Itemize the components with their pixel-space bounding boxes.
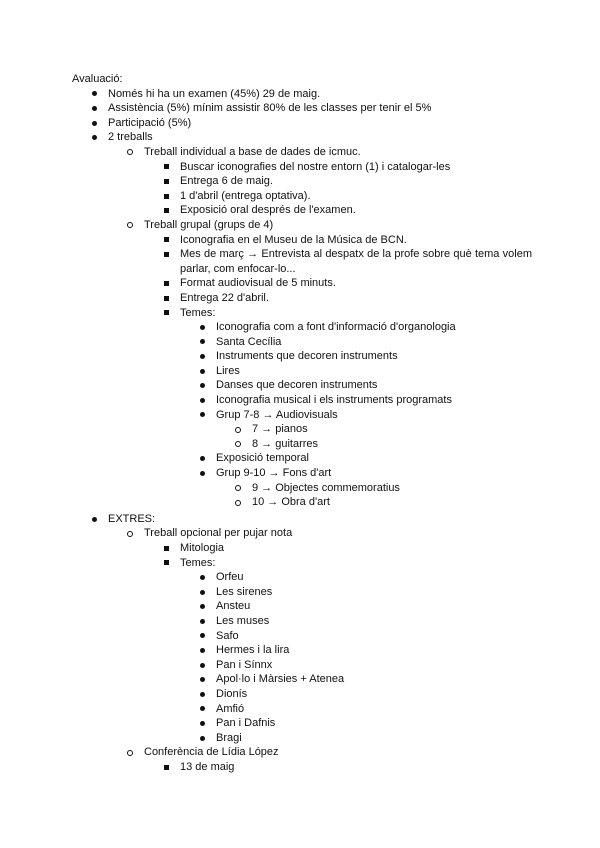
circle-bullet-icon xyxy=(127,149,133,155)
circle-bullet-icon xyxy=(235,427,241,433)
list-item xyxy=(72,658,532,673)
bullet-icon xyxy=(200,398,205,403)
list-item xyxy=(72,87,532,102)
list-item xyxy=(72,687,532,702)
list-item xyxy=(72,451,532,466)
list-item-text: Iconografia com a font d'informació d'organologia xyxy=(216,321,456,334)
bullet-icon xyxy=(200,619,205,624)
list-item-text: Entrega 6 de maig. xyxy=(180,175,273,188)
list-item xyxy=(72,393,532,408)
list-item-text: 9 → Objectes commemoratius xyxy=(252,481,400,494)
list-item xyxy=(72,556,532,746)
list-item xyxy=(72,101,532,116)
list-item xyxy=(72,174,532,189)
list-item xyxy=(72,643,532,658)
square-bullet-icon xyxy=(164,194,169,199)
list-item-text: Format audiovisual de 5 minuts. xyxy=(180,277,336,290)
list-item-text: 10 → Obra d'art xyxy=(252,496,330,509)
list-item xyxy=(72,130,532,509)
list-item-text: Dionís xyxy=(216,687,248,700)
list-item-text: Buscar iconografies del nostre entorn (1) i catalogar-les xyxy=(180,160,451,173)
list-item-text: Instruments que decoren instruments xyxy=(216,350,398,363)
list-item-text: Orfeu xyxy=(216,571,244,584)
bullet-icon xyxy=(200,354,205,359)
square-bullet-icon xyxy=(164,560,169,565)
list-item-text: Les sirenes xyxy=(216,585,273,598)
circle-bullet-icon xyxy=(127,531,133,537)
list-item-text: Iconografia musical i els instruments programats xyxy=(216,394,452,407)
mitologia-temes-sublist xyxy=(72,570,532,745)
list-item xyxy=(72,203,532,218)
bullet-icon xyxy=(200,456,205,461)
list-item xyxy=(72,745,532,774)
square-bullet-icon xyxy=(164,296,169,301)
square-bullet-icon xyxy=(164,164,169,169)
bullet-icon xyxy=(92,91,97,96)
list-item xyxy=(72,335,532,350)
conferencia-sublist xyxy=(72,760,532,775)
opcional-sublist xyxy=(72,541,532,745)
bullet-icon xyxy=(200,648,205,653)
list-item xyxy=(72,233,532,248)
square-bullet-icon xyxy=(164,179,169,184)
list-item xyxy=(72,247,532,276)
bullet-icon xyxy=(200,369,205,374)
list-item-text: Entrega 22 d'abril. xyxy=(180,291,269,304)
list-item xyxy=(72,570,532,585)
list-item-text: Pan i Dafnis xyxy=(216,717,276,730)
individual-sublist xyxy=(72,160,532,218)
bullet-icon xyxy=(200,706,205,711)
bullet-icon xyxy=(200,471,205,476)
bullet-icon xyxy=(92,135,97,140)
list-item-text: Conferència de Lídia López xyxy=(144,746,279,759)
list-item-text: Bragi xyxy=(216,731,242,744)
list-item xyxy=(72,760,532,775)
list-item-text: Exposició temporal xyxy=(216,452,309,465)
list-item xyxy=(72,378,532,393)
section-heading: Avaluació: xyxy=(72,73,123,85)
treballs-sublist xyxy=(72,145,532,510)
bullet-icon xyxy=(200,325,205,330)
list-item xyxy=(72,585,532,600)
list-item-text: Grup 9-10 → Fons d'art xyxy=(216,467,332,480)
grup78-sublist xyxy=(72,422,532,451)
bullet-icon xyxy=(92,517,97,522)
list-item xyxy=(72,160,532,175)
bullet-icon xyxy=(200,339,205,344)
list-item-text: Participació (5%) xyxy=(108,116,192,129)
bullet-icon xyxy=(200,604,205,609)
list-item-text: 13 de maig xyxy=(180,760,235,773)
list-item-text: Safo xyxy=(216,629,239,642)
grup910-sublist xyxy=(72,481,532,510)
list-item-text: EXTRES: xyxy=(108,512,156,525)
list-item xyxy=(72,614,532,629)
bullet-icon xyxy=(200,692,205,697)
list-item xyxy=(72,629,532,644)
list-item xyxy=(72,145,532,218)
list-item xyxy=(72,731,532,746)
circle-bullet-icon xyxy=(127,750,133,756)
list-item xyxy=(72,495,532,510)
list-item xyxy=(72,116,532,131)
list-item xyxy=(72,702,532,717)
square-bullet-icon xyxy=(164,208,169,213)
square-bullet-icon xyxy=(164,281,169,286)
list-item-text: Només hi ha un examen (45%) 29 de maig. xyxy=(108,87,321,100)
list-item-text: Iconografia en el Museu de la Música de BCN. xyxy=(180,233,407,246)
list-item-text: Les muses xyxy=(216,614,270,627)
list-item-text: 1 d'abril (entrega optativa). xyxy=(180,189,311,202)
circle-bullet-icon xyxy=(127,222,133,228)
list-item xyxy=(72,512,532,775)
list-item xyxy=(72,364,532,379)
circle-bullet-icon xyxy=(235,500,241,506)
bullet-icon xyxy=(200,663,205,668)
list-item xyxy=(72,306,532,510)
list-item-text: Temes: xyxy=(180,556,216,569)
list-item-text: Exposició oral després de l'examen. xyxy=(180,204,356,217)
bullet-icon xyxy=(200,412,205,417)
list-item-text: 7 → pianos xyxy=(252,423,308,436)
document-body xyxy=(72,72,532,775)
temes-sublist xyxy=(72,320,532,510)
bullet-icon xyxy=(200,383,205,388)
list-item-text: Mes de març → Entrevista al despatx de la profe sobre què tema volem parlar, com enfocar-lo... xyxy=(180,248,532,275)
list-item xyxy=(72,481,532,496)
list-item-text: Lires xyxy=(216,364,240,377)
list-item-text: Hermes i la lira xyxy=(216,644,290,657)
list-item xyxy=(72,422,532,437)
list-item-text: Ansteu xyxy=(216,600,251,613)
bullet-icon xyxy=(200,590,205,595)
list-item xyxy=(72,408,532,452)
list-item-text: Apol·lo i Màrsies + Atenea xyxy=(216,673,345,686)
bullet-icon xyxy=(200,721,205,726)
list-item-text: Grup 7-8 → Audiovisuals xyxy=(216,408,338,421)
list-item-text: Amfió xyxy=(216,702,245,715)
list-item xyxy=(72,466,532,510)
square-bullet-icon xyxy=(164,765,169,770)
bullet-icon xyxy=(200,677,205,682)
list-item xyxy=(72,276,532,291)
circle-bullet-icon xyxy=(235,485,241,491)
list-item xyxy=(72,437,532,452)
list-item-text: Assistència (5%) mínim assistir 80% de les classes per tenir el 5% xyxy=(108,102,432,115)
list-item-text: 8 → guitarres xyxy=(252,437,319,450)
list-item-text: Treball opcional per pujar nota xyxy=(144,527,293,540)
list-item-text: Santa Cecília xyxy=(216,335,282,348)
list-item-text: Mitologia xyxy=(180,542,225,554)
square-bullet-icon xyxy=(164,252,169,257)
list-item-text: Pan i Sínnx xyxy=(216,658,273,671)
bullet-icon xyxy=(200,736,205,741)
grupal-sublist xyxy=(72,233,532,510)
list-item xyxy=(72,291,532,306)
circle-bullet-icon xyxy=(235,441,241,447)
bullet-icon xyxy=(200,575,205,580)
square-bullet-icon xyxy=(164,310,169,315)
list-item xyxy=(72,320,532,335)
list-item-text: Temes: xyxy=(180,306,216,319)
list-item-text: Danses que decoren instruments xyxy=(216,379,378,392)
list-item xyxy=(72,672,532,687)
list-item xyxy=(72,189,532,204)
bullet-icon xyxy=(92,106,97,111)
list-item-text: Treball individual a base de dades de icmuc. xyxy=(144,145,361,158)
bullet-icon xyxy=(92,121,97,126)
list-item xyxy=(72,599,532,614)
extres-sublist xyxy=(72,526,532,774)
extres-list xyxy=(72,512,532,775)
evaluation-list xyxy=(72,87,532,510)
list-item xyxy=(72,541,532,556)
bullet-icon xyxy=(200,633,205,638)
list-item xyxy=(72,349,532,364)
square-bullet-icon xyxy=(164,546,169,551)
list-item-text: Treball grupal (grups de 4) xyxy=(144,218,274,231)
list-item-text: 2 treballs xyxy=(108,131,153,144)
square-bullet-icon xyxy=(164,237,169,242)
list-item xyxy=(72,716,532,731)
list-item xyxy=(72,526,532,745)
list-item xyxy=(72,218,532,510)
